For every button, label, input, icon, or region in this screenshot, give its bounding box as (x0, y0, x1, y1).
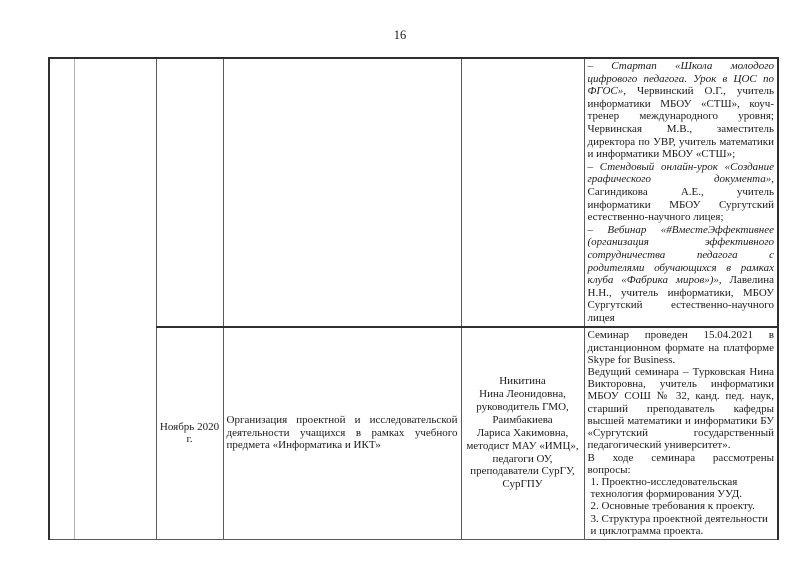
participants-cell-empty (461, 58, 584, 327)
topic-cell (223, 327, 461, 539)
topic-cell-empty (223, 58, 461, 327)
event-title-italic: – Вебинар «#ВместеЭффективнее (организация эффективного сотрудничества педагога с родителями обучающихся в рамках клуба «Фабрика миров»)», (587, 223, 774, 287)
participant-line: Раимбакиева (492, 413, 553, 426)
detail-paragraph (588, 60, 775, 161)
participant-line: преподаватели СурГУ, (470, 465, 575, 478)
event-presenters: Червинский О.Г., учитель информатики МБОУ «СТШ», коуч-тренер международного уровня; Червинская М.В., заместитель директора по УВР, учитель математики и информатики МБОУ «СТШ»; (587, 85, 774, 161)
table-row (49, 327, 778, 539)
event-date: Ноябрь 2020 г. (159, 420, 220, 446)
participant-line: Нина Леонидовна, (479, 388, 566, 401)
event-title-italic: – Стендовый онлайн-урок «Создание графического документа», (587, 160, 774, 186)
detail-paragraph (588, 161, 775, 224)
seminar-question-item: 3. Структура проектной деятельности и циклограмма проекта. (590, 512, 768, 537)
participant-line: СурГПУ (502, 478, 543, 491)
seminar-summary: Семинар проведен 15.04.2021 в дистанционном формате на платформе Skype for Business. (587, 329, 774, 366)
seminar-question-item: 1. Проектно-исследовательская технология формирования УУД. (590, 475, 743, 501)
participant-line: Никитина (499, 375, 546, 388)
number-column-cell (49, 58, 74, 539)
participants-cell (461, 327, 584, 539)
page-number: 16 (393, 28, 407, 42)
participant-line: Лариса Хакимовна, (476, 426, 569, 439)
event-topic: Организация проектной и исследовательской деятельности учащихся в рамках учебного предмета «Информатика и ИКТ» (226, 414, 458, 452)
date-cell-empty (156, 58, 223, 327)
table-row (49, 58, 778, 327)
event-presenters: Лавелина Н.Н., учитель информатики, МБОУ Сургутский естественно-научного лицея (587, 274, 774, 324)
events-table (48, 57, 779, 540)
date-cell (156, 327, 223, 539)
details-cell-row1 (584, 58, 778, 327)
participants-list (465, 375, 581, 491)
event-presenters: Сагиндикова А.Е., учитель информатики МБОУ Сургутский естественно-научного лицея; (587, 185, 774, 224)
participant-line: руководитель ГМО, (476, 400, 569, 413)
event-title-italic: – Стартап «Школа молодого цифрового педагога. Урок в ЦОС по ФГОС», (587, 60, 774, 98)
details-cell-row2 (584, 327, 778, 539)
direction-column-cell (74, 58, 156, 539)
participant-line: методист МАУ «ИМЦ», (466, 439, 579, 452)
detail-paragraph (588, 224, 775, 325)
seminar-questions-intro: В ходе семинара рассмотрены вопросы: (587, 451, 774, 476)
seminar-presenter: Ведущий семинара – Турковская Нина Викторовна, учитель информатики МБОУ СОШ № 32, канд. пед. наук, старший преподаватель кафедры высшей математики и информатики БУ «Сургутский государственный педагогический университет». (587, 366, 774, 452)
seminar-question-item: 2. Основные требования к проекту. (590, 500, 755, 513)
participant-line: педагоги ОУ, (492, 452, 553, 465)
